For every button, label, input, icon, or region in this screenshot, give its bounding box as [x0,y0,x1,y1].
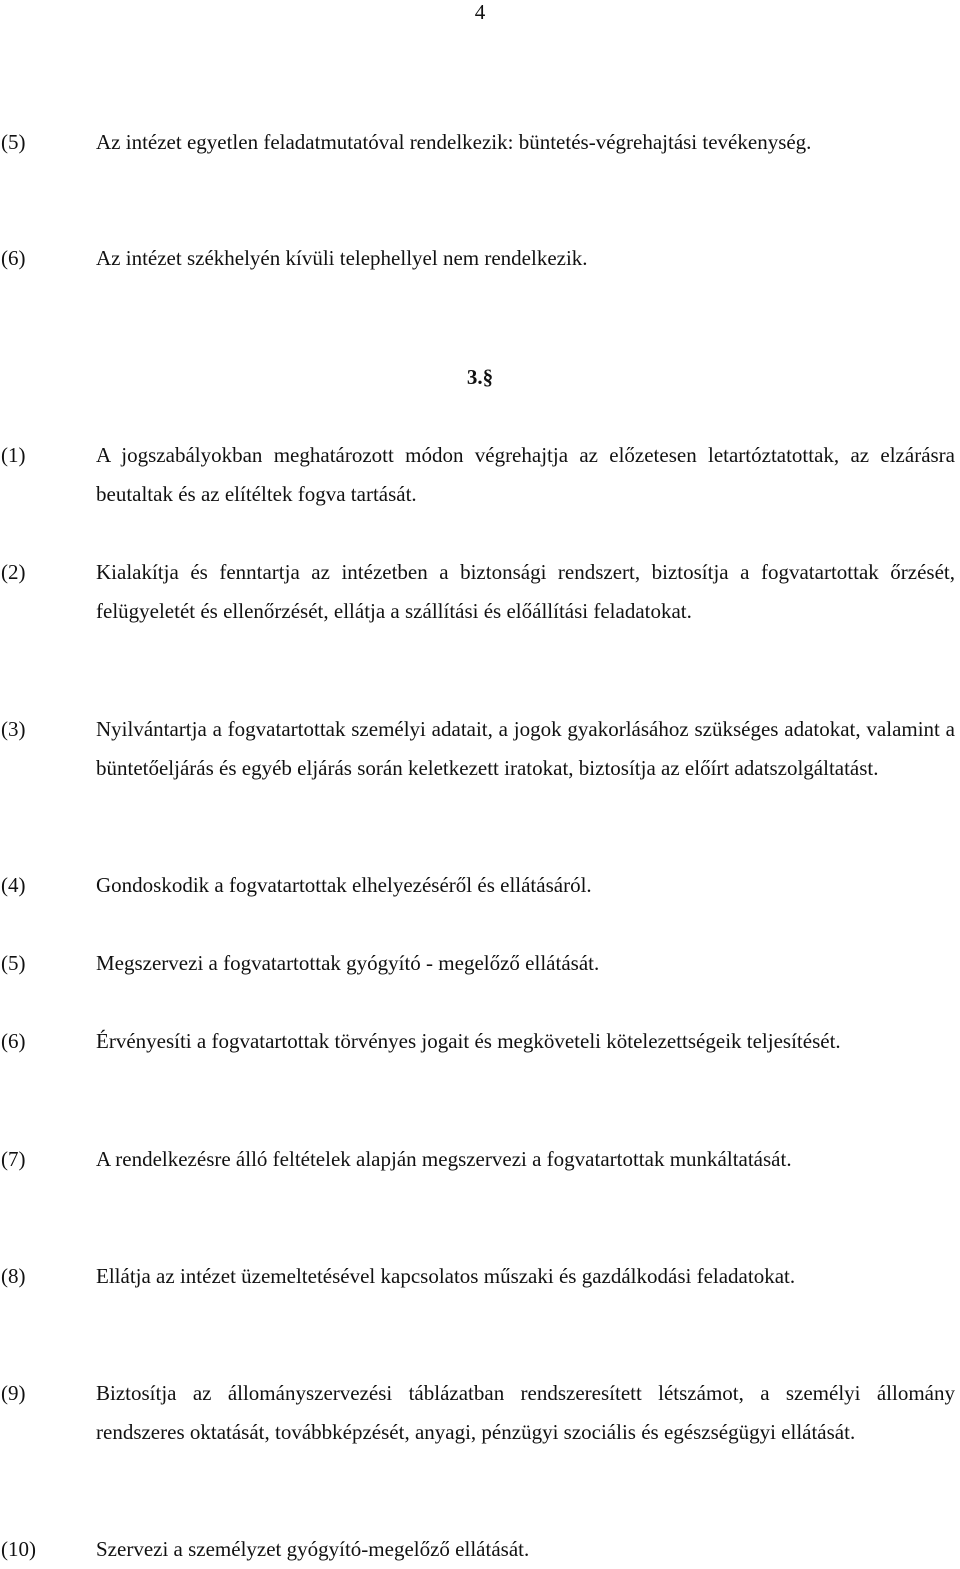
paragraph-number: (6) [1,246,26,270]
paragraph-text: Megszervezi a fogvatartottak gyógyító - megelőző ellátását. [96,951,600,975]
paragraph-number: (5) [1,951,26,975]
paragraph-number: (4) [1,873,26,897]
paragraph-text: Érvényesíti a fogvatartottak törvényes jogait és megköveteli kötelezettségeik teljesítését. [96,1029,841,1053]
paragraph-text: Biztosítja az állományszervezési táblázatban rendszeresített létszámot, a személyi állomány rendszeres oktatását, továbbképzését, anyagi, pénzügyi szociális és egészségügyi ellátását. [96,1381,955,1444]
paragraph-number: (2) [1,560,26,584]
paragraph-text: Az intézet egyetlen feladatmutatóval rendelkezik: büntetés-végrehajtási tevékenység. [96,130,812,154]
section-heading: 3.§ [466,365,494,389]
paragraph-text: Kialakítja és fenntartja az intézetben a biztonsági rendszert, biztosítja a fogvatartottak őrzését, felügyeletét és ellenőrzését, ellátja a szállítási és előállítási feladatokat. [96,560,955,623]
paragraph-number: (9) [1,1381,26,1405]
paragraph-number: (8) [1,1264,26,1288]
paragraph-number: (5) [1,130,26,154]
paragraph-text: Ellátja az intézet üzemeltetésével kapcsolatos műszaki és gazdálkodási feladatokat. [96,1264,796,1288]
paragraph-text: A jogszabályokban meghatározott módon végrehajtja az előzetesen letartóztatottak, az elzárásra beutaltak és az elítéltek fogva tartását. [96,443,955,506]
paragraph-number: (1) [1,443,26,467]
paragraph-number: (10) [1,1537,36,1561]
paragraph-number: (7) [1,1147,26,1171]
paragraph-text: Szervezi a személyzet gyógyító-megelőző ellátását. [96,1537,530,1561]
page-number: 4 [474,0,486,24]
paragraph-number: (6) [1,1029,26,1053]
paragraph-text: A rendelkezésre álló feltételek alapján megszervezi a fogvatartottak munkáltatását. [96,1147,792,1171]
paragraph-text: Az intézet székhelyén kívüli telephellyel nem rendelkezik. [96,246,588,270]
paragraph-number: (3) [1,717,26,741]
paragraph-text: Gondoskodik a fogvatartottak elhelyezéséről és ellátásáról. [96,873,592,897]
paragraph-text: Nyilvántartja a fogvatartottak személyi adatait, a jogok gyakorlásához szükséges adatokat, valamint a büntetőeljárás és egyéb eljárás során keletkezett iratokat, biztosítja az előírt adatszolgáltatást. [96,717,955,780]
